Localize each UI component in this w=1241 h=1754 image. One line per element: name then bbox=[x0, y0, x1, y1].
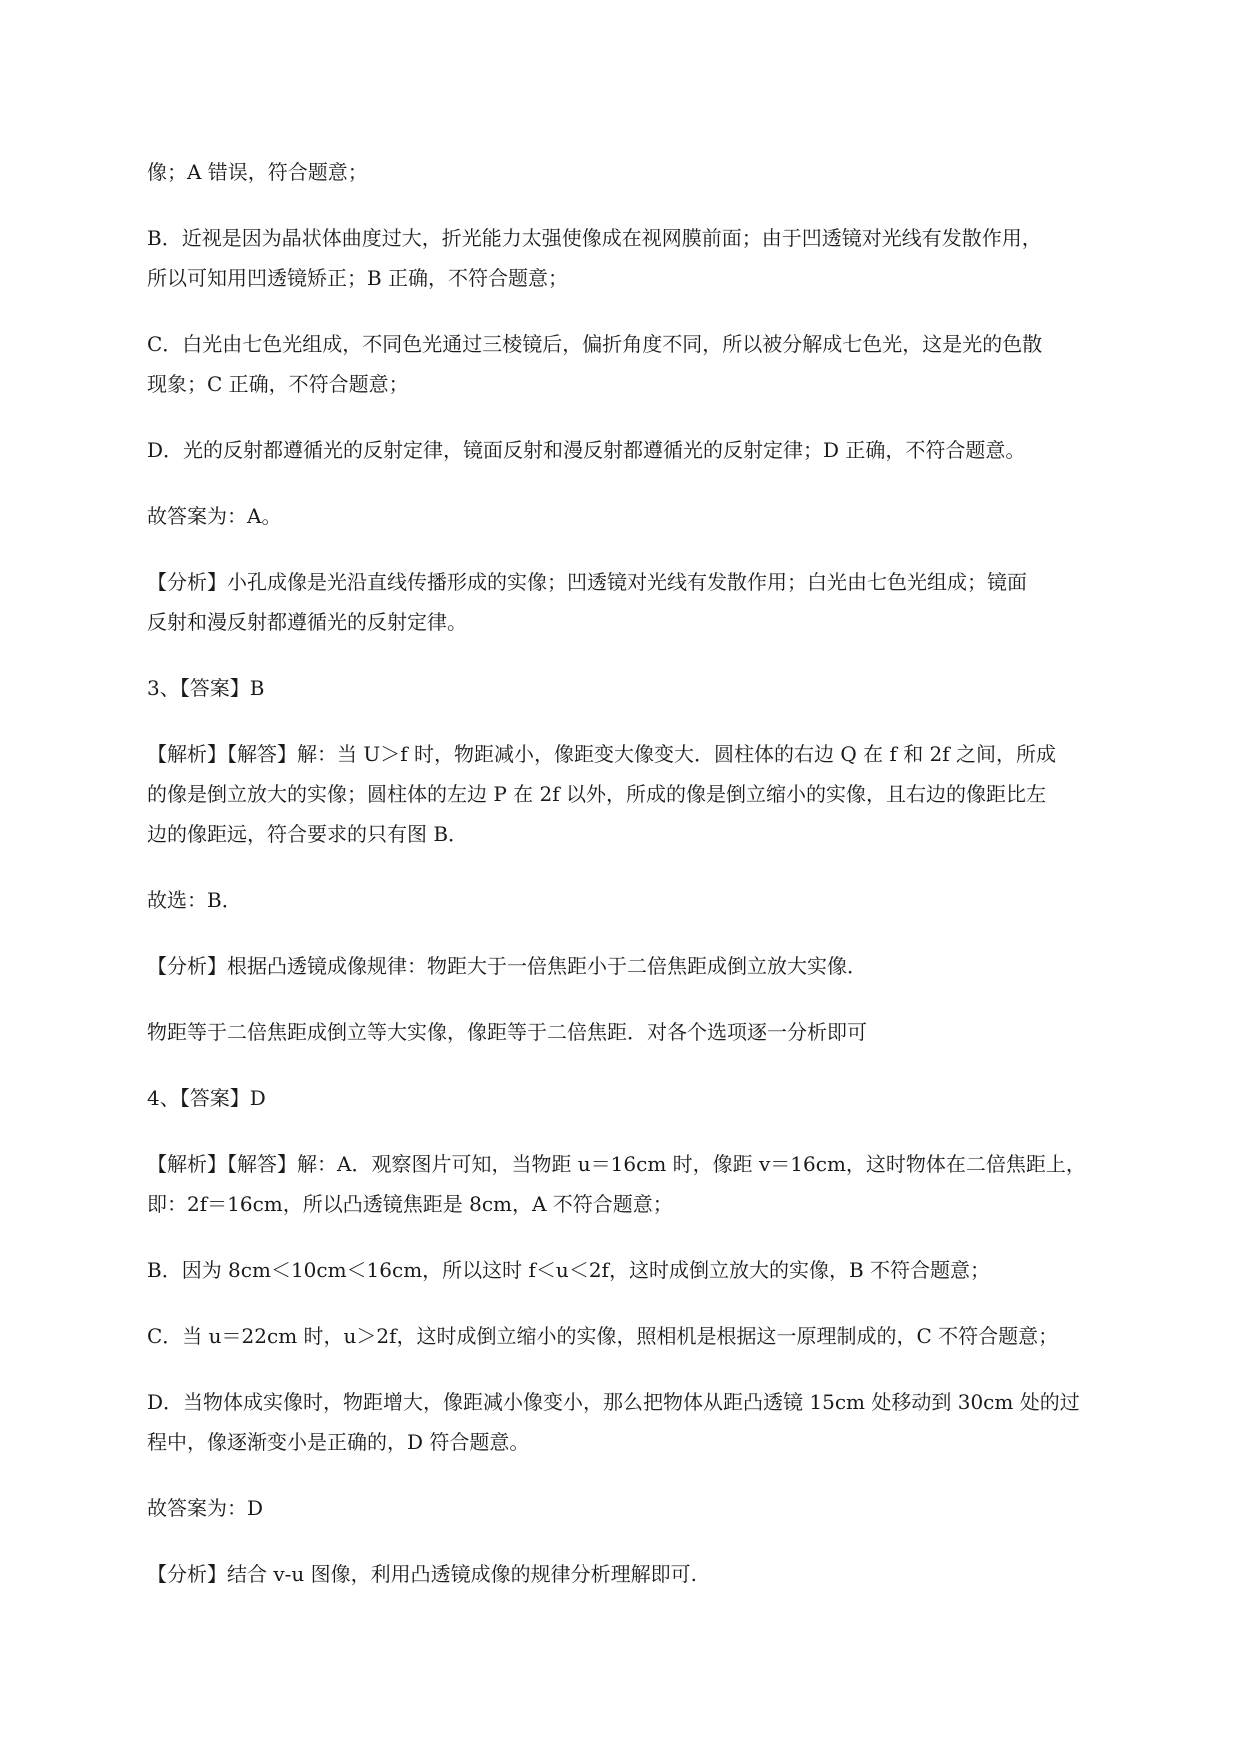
answer-paragraph bbox=[147, 496, 1177, 536]
answer-paragraph bbox=[147, 324, 1177, 404]
answer-paragraph bbox=[147, 152, 1177, 192]
text-line: 【分析】小孔成像是光沿直线传播形成的实像；凹透镜对光线有发散作用；白光由七色光组成；镜面 bbox=[147, 570, 1027, 594]
solution-paragraph bbox=[147, 1250, 1177, 1290]
solution-paragraph bbox=[147, 1316, 1177, 1356]
text-line: D．当物体成实像时，物距增大，像距减小像变小，那么把物体从距凸透镜 15cm 处移动到 30cm 处的过 bbox=[147, 1390, 1080, 1414]
analysis-paragraph bbox=[147, 1554, 1177, 1594]
solution-paragraph bbox=[147, 1382, 1177, 1462]
text-line: 4、【答案】D bbox=[147, 1086, 266, 1110]
document-body bbox=[147, 152, 1177, 1620]
text-line: 故答案为：D bbox=[147, 1496, 264, 1520]
text-line: 边的像距远，符合要求的只有图 B． bbox=[147, 822, 469, 846]
text-line: 反射和漫反射都遵循光的反射定律。 bbox=[147, 610, 467, 634]
analysis-paragraph bbox=[147, 562, 1177, 642]
solution-paragraph bbox=[147, 1144, 1177, 1224]
text-line: 故答案为：A。 bbox=[147, 504, 282, 528]
text-line: 程中，像逐渐变小是正确的，D 符合题意。 bbox=[147, 1430, 530, 1454]
text-line: 【分析】根据凸透镜成像规律：物距大于一倍焦距小于二倍焦距成倒立放大实像． bbox=[147, 954, 867, 978]
text-line: D．光的反射都遵循光的反射定律，镜面反射和漫反射都遵循光的反射定律；D 正确，不符合题意。 bbox=[147, 438, 1026, 462]
question-answer-heading bbox=[147, 668, 1177, 708]
answer-paragraph bbox=[147, 218, 1177, 298]
text-line: 3、【答案】B bbox=[147, 676, 265, 700]
text-line: 【分析】结合 v-u 图像，利用凸透镜成像的规律分析理解即可. bbox=[147, 1562, 698, 1586]
text-line: C．白光由七色光组成，不同色光通过三棱镜后，偏折角度不同，所以被分解成七色光，这是光的色散 bbox=[147, 332, 1043, 356]
text-line: 即：2f＝16cm，所以凸透镜焦距是 8cm，A 不符合题意； bbox=[147, 1192, 673, 1216]
text-line: C．当 u＝22cm 时，u＞2f，这时成倒立缩小的实像，照相机是根据这一原理制成的，C 不符合题意； bbox=[147, 1324, 1059, 1348]
text-line: 故选：B． bbox=[147, 888, 242, 912]
text-line: 【解析】【解答】解：A．观察图片可知，当物距 u＝16cm 时，像距 v＝16cm，这时物体在二倍焦距上， bbox=[147, 1152, 1086, 1176]
text-line: 【解析】【解答】解：当 U＞f 时，物距减小，像距变大像变大．圆柱体的右边 Q 在 f 和 2f 之间，所成 bbox=[147, 742, 1057, 766]
text-line: B．因为 8cm＜10cm＜16cm，所以这时 f＜u＜2f，这时成倒立放大的实像，B 不符合题意； bbox=[147, 1258, 990, 1282]
text-line: B．近视是因为晶状体曲度过大，折光能力太强使像成在视网膜前面；由于凹透镜对光线有发散作用， bbox=[147, 226, 1042, 250]
text-line: 现象；C 正确，不符合题意； bbox=[147, 372, 409, 396]
analysis-paragraph bbox=[147, 1012, 1177, 1052]
text-line: 物距等于二倍焦距成倒立等大实像，像距等于二倍焦距．对各个选项逐一分析即可 bbox=[147, 1020, 867, 1044]
text-line: 的像是倒立放大的实像；圆柱体的左边 P 在 2f 以外，所成的像是倒立缩小的实像，且右边的像距比左 bbox=[147, 782, 1047, 806]
question-answer-heading bbox=[147, 1078, 1177, 1118]
text-line: 所以可知用凹透镜矫正；B 正确，不符合题意； bbox=[147, 266, 569, 290]
text-line: 像；A 错误，符合题意； bbox=[147, 160, 368, 184]
answer-paragraph bbox=[147, 880, 1177, 920]
solution-paragraph bbox=[147, 734, 1177, 854]
answer-paragraph bbox=[147, 430, 1177, 470]
analysis-paragraph bbox=[147, 946, 1177, 986]
answer-paragraph bbox=[147, 1488, 1177, 1528]
